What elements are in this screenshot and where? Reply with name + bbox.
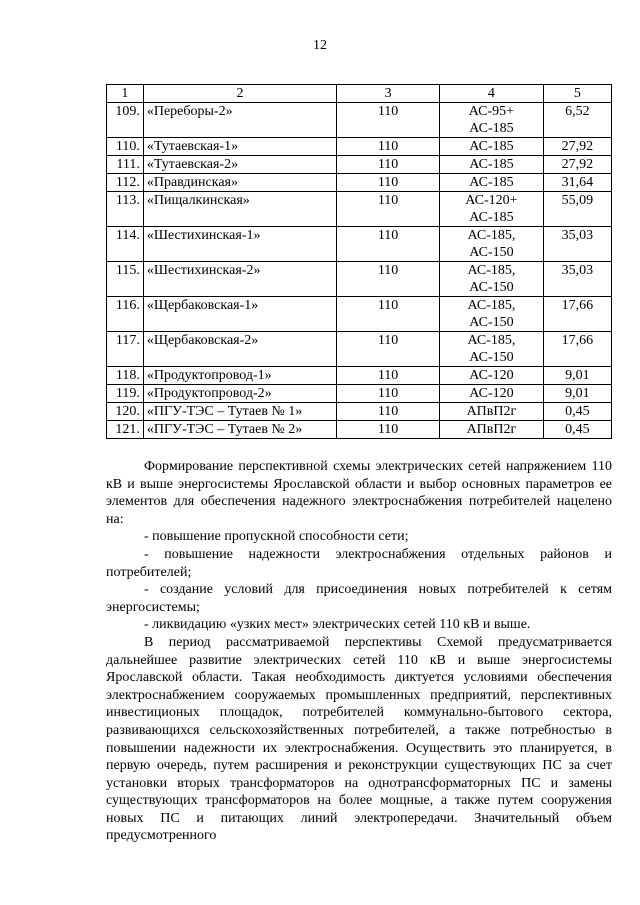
- wire-type-cell: [440, 385, 544, 403]
- voltage-cell: 110: [337, 192, 440, 227]
- row-number-cell: 118.: [107, 367, 144, 385]
- line-name-cell: «Шестихинская-1»: [143, 227, 336, 262]
- wire-type-line: АС-185: [469, 121, 514, 136]
- wire-type-line: АС-185: [469, 210, 514, 225]
- paragraph-development: В период рассматриваемой перспективы Схемой предусматривается дальнейшее развитие электрических сетей 110 кВ и выше энергосистемы Ярославской области. Такая необходимость диктуется условиями обеспечения электроснабжением сооружаемых промышленных предприятий, перспективных инвестиционых площадок, потребителей коммунально-бытового сектора, развивающихся сельскохозяйственных потребителей, а также потребностью в повышении надежности их электроснабжения. Осуществить это планируется, в первую очередь, путем расширения и реконструкции существующих ПС за счет установки вторых трансформаторов на однотрансформаторных ПС и замены существующих трансформаторов на более мощные, а также путем сооружения новых ПС и питающих линий электропередачи. Значительный объем предусмотренного: [106, 634, 612, 844]
- length-cell: 6,52: [543, 103, 611, 138]
- table-header-row: [107, 85, 612, 103]
- body-text: [106, 458, 612, 845]
- wire-type-line: АС-185: [469, 175, 514, 190]
- wire-type-cell: [440, 262, 544, 297]
- table-row: [107, 367, 612, 385]
- line-name-cell: «Продуктопровод-1»: [143, 367, 336, 385]
- wire-type-line: АС-185,: [467, 298, 516, 313]
- wire-type-line: АС-185: [469, 157, 514, 172]
- voltage-cell: 110: [337, 262, 440, 297]
- voltage-cell: 110: [337, 367, 440, 385]
- length-cell: 17,66: [543, 297, 611, 332]
- wire-type-line: АС-150: [469, 315, 514, 330]
- length-cell: 0,45: [543, 403, 611, 421]
- paragraph-intro: Формирование перспективной схемы электрических сетей напряжением 110 кВ и выше энергосистемы Ярославской области и выбор основных параметров ее элементов для обеспечения надежного электроснабжения потребителей нацелено на:: [106, 459, 612, 527]
- row-number-cell: 119.: [107, 385, 144, 403]
- wire-type-cell: [440, 156, 544, 174]
- bullet-item: - создание условий для присоединения новых потребителей к сетям энергосистемы;: [106, 582, 612, 615]
- row-number-cell: 113.: [107, 192, 144, 227]
- table-row: [107, 262, 612, 297]
- wire-type-cell: [440, 403, 544, 421]
- wire-type-line: АС-150: [469, 350, 514, 365]
- voltage-cell: 110: [337, 103, 440, 138]
- header-cell-3: 3: [337, 85, 440, 103]
- length-cell: 9,01: [543, 385, 611, 403]
- length-cell: 27,92: [543, 138, 611, 156]
- row-number-cell: 117.: [107, 332, 144, 367]
- wire-type-line: АС-185: [469, 139, 514, 154]
- wire-type-cell: [440, 138, 544, 156]
- wire-type-cell: [440, 421, 544, 439]
- voltage-cell: 110: [337, 421, 440, 439]
- length-cell: 35,03: [543, 262, 611, 297]
- wire-type-cell: [440, 332, 544, 367]
- voltage-cell: 110: [337, 297, 440, 332]
- voltage-cell: 110: [337, 332, 440, 367]
- line-name-cell: «Щербаковская-1»: [143, 297, 336, 332]
- row-number-cell: 115.: [107, 262, 144, 297]
- table-row: [107, 227, 612, 262]
- voltage-cell: 110: [337, 138, 440, 156]
- wire-type-line: АС-185,: [467, 228, 516, 243]
- wire-type-cell: [440, 297, 544, 332]
- row-number-cell: 109.: [107, 103, 144, 138]
- table-row: [107, 385, 612, 403]
- length-cell: 35,03: [543, 227, 611, 262]
- table-row: [107, 297, 612, 332]
- wire-type-cell: [440, 174, 544, 192]
- table-row: [107, 138, 612, 156]
- bullet-item: - повышение пропускной способности сети;: [144, 529, 409, 545]
- line-name-cell: «Правдинская»: [143, 174, 336, 192]
- line-name-cell: «Шестихинская-2»: [143, 262, 336, 297]
- line-name-cell: «ПГУ-ТЭС – Тутаев № 2»: [143, 421, 336, 439]
- wire-type-line: АС-150: [469, 245, 514, 260]
- page-number: 12: [313, 38, 327, 53]
- wire-type-cell: [440, 367, 544, 385]
- length-cell: 55,09: [543, 192, 611, 227]
- row-number-cell: 120.: [107, 403, 144, 421]
- table-row: [107, 103, 612, 138]
- bullet-item: - повышение надежности электроснабжения отдельных районов и потребителей;: [106, 546, 612, 580]
- wire-type-line: АПвП2г: [466, 404, 517, 419]
- wire-type-cell: [440, 192, 544, 227]
- voltage-cell: 110: [337, 403, 440, 421]
- wire-type-cell: [440, 103, 544, 138]
- row-number-cell: 110.: [107, 138, 144, 156]
- length-cell: 31,64: [543, 174, 611, 192]
- row-number-cell: 114.: [107, 227, 144, 262]
- wire-type-cell: [440, 227, 544, 262]
- wire-type-line: АС-120: [469, 368, 514, 383]
- row-number-cell: 121.: [107, 421, 144, 439]
- table-row: [107, 403, 612, 421]
- wire-type-line: АС-120+: [465, 193, 518, 208]
- table-row: [107, 192, 612, 227]
- wire-type-line: АС-185,: [467, 263, 516, 278]
- line-name-cell: «Пищалкинская»: [143, 192, 336, 227]
- row-number-cell: 116.: [107, 297, 144, 332]
- wire-type-line: АС-120: [469, 386, 514, 401]
- wire-type-line: АС-150: [469, 280, 514, 295]
- table-row: [107, 421, 612, 439]
- power-lines-table: [106, 84, 612, 439]
- row-number-cell: 112.: [107, 174, 144, 192]
- wire-type-line: АС-185,: [467, 333, 516, 348]
- voltage-cell: 110: [337, 174, 440, 192]
- wire-type-line: АС-95+: [468, 104, 515, 119]
- voltage-cell: 110: [337, 227, 440, 262]
- line-name-cell: «Щербаковская-2»: [143, 332, 336, 367]
- table-row: [107, 174, 612, 192]
- line-name-cell: «ПГУ-ТЭС – Тутаев № 1»: [143, 403, 336, 421]
- header-cell-5: 5: [543, 85, 611, 103]
- header-cell-2: 2: [143, 85, 336, 103]
- header-cell-1: 1: [107, 85, 144, 103]
- length-cell: 0,45: [543, 421, 611, 439]
- row-number-cell: 111.: [107, 156, 144, 174]
- table-row: [107, 332, 612, 367]
- length-cell: 9,01: [543, 367, 611, 385]
- line-name-cell: «Продуктопровод-2»: [143, 385, 336, 403]
- line-name-cell: «Тутаевская-2»: [143, 156, 336, 174]
- bullet-item: - ликвидацию «узких мест» электрических сетей 110 кВ и выше.: [144, 617, 531, 633]
- table-row: [107, 156, 612, 174]
- line-name-cell: «Тутаевская-1»: [143, 138, 336, 156]
- length-cell: 27,92: [543, 156, 611, 174]
- header-cell-4: 4: [440, 85, 544, 103]
- voltage-cell: 110: [337, 156, 440, 174]
- line-name-cell: «Переборы-2»: [143, 103, 336, 138]
- length-cell: 17,66: [543, 332, 611, 367]
- voltage-cell: 110: [337, 385, 440, 403]
- wire-type-line: АПвП2г: [466, 422, 517, 437]
